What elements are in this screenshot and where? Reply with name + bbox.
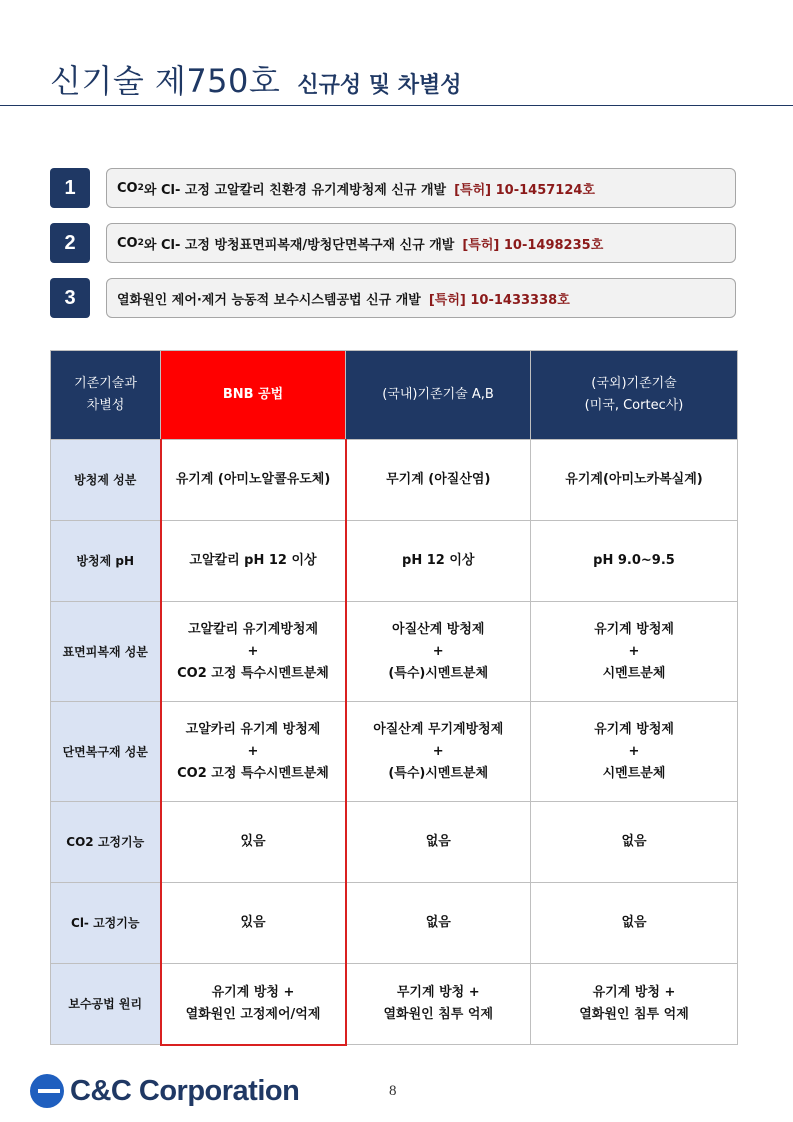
cell-bnb — [161, 883, 346, 964]
item-subscript: 2 — [137, 238, 144, 248]
item-description — [106, 223, 736, 263]
feature-item — [50, 223, 738, 265]
cell-domestic — [346, 440, 531, 521]
row-label: 방청제 성분 — [51, 440, 161, 521]
cell-line: 아질산계 무기계방청제 — [373, 721, 504, 737]
cell-line: 무기계 방청 + — [396, 985, 480, 1000]
item-number-badge: 1 — [50, 168, 90, 208]
cell-line: CO2 고정 특수시멘트분체 — [177, 765, 329, 781]
cell-line: 없음 — [425, 915, 451, 930]
cell-line: pH 9.0~9.5 — [593, 553, 675, 568]
cell-line: + — [247, 743, 259, 759]
cell-foreign — [531, 440, 738, 521]
table-row — [51, 883, 738, 964]
page-number: 8 — [389, 1083, 397, 1099]
page-title: 신기술 제750호 — [50, 62, 281, 100]
cell-line: 없음 — [621, 834, 647, 849]
cell-line: 아질산계 방청제 — [392, 621, 485, 637]
cell-line: 없음 — [425, 834, 451, 849]
cell-domestic — [346, 964, 531, 1045]
cell-line: 고알카리 유기계 방청제 — [185, 721, 321, 737]
cell-foreign — [531, 802, 738, 883]
feature-item — [50, 278, 738, 320]
row-label: 표면피복재 성분 — [51, 602, 161, 702]
cell-line: 열화원인 고정제어/억제 — [185, 1006, 321, 1022]
row-label: CO2 고정기능 — [51, 802, 161, 883]
cell-line: 유기계 방청 + — [211, 984, 295, 1000]
item-subscript: 2 — [137, 183, 144, 193]
table-row — [51, 802, 738, 883]
item-text-a: CO — [117, 180, 138, 196]
cell-line: 없음 — [621, 915, 647, 930]
header-line: (미국, Cortec사) — [584, 398, 684, 413]
cell-line: 시멘트분체 — [602, 765, 666, 781]
patent-number: [특허] 10-1498235호 — [462, 237, 604, 253]
item-number-badge: 3 — [50, 278, 90, 318]
header-cell-foreign — [531, 351, 738, 440]
comparison-table — [50, 350, 738, 1046]
cell-foreign — [531, 521, 738, 602]
cell-line: 시멘트분체 — [602, 665, 666, 681]
cell-line: 유기계 방청제 — [594, 621, 674, 637]
table-row — [51, 602, 738, 702]
cell-line: 고알칼리 pH 12 이상 — [189, 553, 317, 568]
feature-item — [50, 168, 738, 210]
company-name: C&C Corporation — [70, 1074, 300, 1107]
cell-line: 열화원인 침투 억제 — [579, 1007, 689, 1022]
cell-bnb — [161, 802, 346, 883]
cell-line: + — [628, 643, 640, 659]
header-cell-domestic: (국내)기존기술 A,B — [346, 351, 531, 440]
cell-line: CO2 고정 특수시멘트분체 — [177, 665, 329, 681]
cell-line: 유기계(아미노카복실계) — [565, 472, 703, 487]
cell-domestic — [346, 602, 531, 702]
cell-domestic — [346, 883, 531, 964]
cell-line: 열화원인 침투 억제 — [383, 1007, 494, 1022]
cell-bnb — [161, 964, 346, 1045]
cell-bnb — [161, 602, 346, 702]
cell-line: 있음 — [240, 915, 266, 930]
cell-foreign — [531, 964, 738, 1045]
cell-foreign — [531, 702, 738, 802]
header-cell-bnb: BNB 공법 — [161, 351, 346, 440]
cell-bnb — [161, 440, 346, 521]
row-label: 방청제 pH — [51, 521, 161, 602]
page-subtitle: 신규성 및 차별성 — [297, 73, 462, 98]
cell-domestic — [346, 521, 531, 602]
cell-line: + — [432, 643, 444, 659]
header-line: 차별성 — [86, 398, 125, 413]
table-row — [51, 440, 738, 521]
cell-line: 유기계 방청 + — [592, 985, 676, 1000]
cell-line: + — [432, 743, 444, 759]
row-label: 보수공법 원리 — [51, 964, 161, 1045]
header-cell-comparison — [51, 351, 161, 440]
header-line: 기존기술과 — [74, 376, 137, 391]
item-text-a: 열화원인 제어·제거 능동적 보수시스템공법 신규 개발 — [117, 292, 421, 308]
row-label: Cl- 고정기능 — [51, 883, 161, 964]
cell-line: 고알칼리 유기계방청제 — [187, 621, 319, 637]
cell-line: 유기계 방청제 — [594, 721, 674, 737]
cell-line: + — [247, 643, 259, 659]
cell-domestic — [346, 702, 531, 802]
cell-bnb — [161, 702, 346, 802]
patent-number: [특허] 10-1433338호 — [428, 292, 570, 308]
item-text-b: 와 Cl- 고정 고알칼리 친환경 유기계방청제 신규 개발 — [143, 182, 447, 198]
patent-number: [특허] 10-1457124호 — [454, 182, 595, 198]
item-text-b: 와 Cl- 고정 방청표면피복재/방청단면복구재 신규 개발 — [143, 237, 455, 253]
cell-line: 무기계 (아질산염) — [386, 472, 491, 487]
page-title-block — [50, 56, 462, 102]
item-text-a: CO — [117, 235, 138, 251]
item-description — [106, 168, 736, 208]
cell-line: (특수)시멘트분체 — [388, 765, 489, 781]
table-row — [51, 702, 738, 802]
cell-line: 유기계 (아미노알콜유도체) — [175, 472, 331, 487]
cell-domestic — [346, 802, 531, 883]
row-label: 단면복구재 성분 — [51, 702, 161, 802]
item-description — [106, 278, 736, 318]
cell-bnb — [161, 521, 346, 602]
table-row — [51, 521, 738, 602]
cell-line: (특수)시멘트분체 — [388, 665, 489, 681]
cell-foreign — [531, 602, 738, 702]
company-logo — [30, 1073, 299, 1109]
title-divider — [0, 105, 793, 106]
header-line: (국외)기존기술 — [591, 376, 677, 391]
cell-line: 있음 — [240, 834, 266, 849]
cell-foreign — [531, 883, 738, 964]
item-number-badge: 2 — [50, 223, 90, 263]
cell-line: pH 12 이상 — [402, 553, 475, 568]
table-row — [51, 964, 738, 1045]
cell-line: + — [628, 743, 640, 759]
logo-icon — [30, 1074, 64, 1108]
